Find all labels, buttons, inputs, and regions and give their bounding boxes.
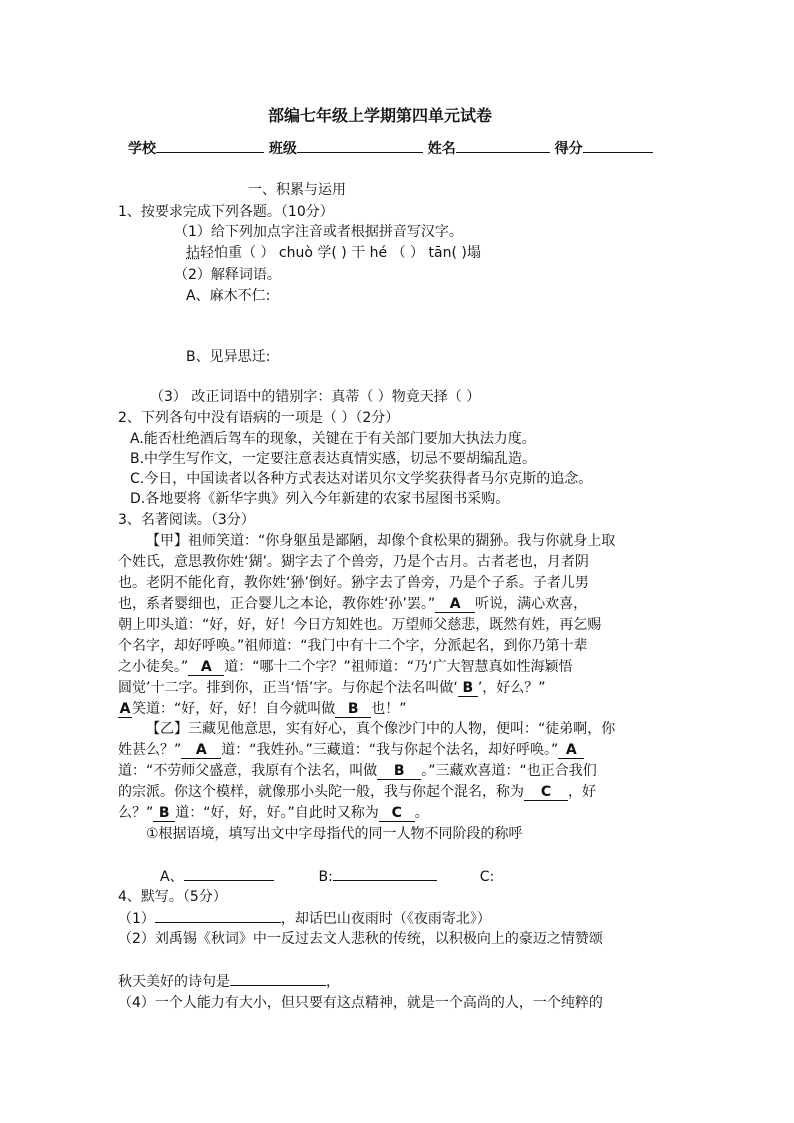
q4-line-4: （4）一个人能力有大小，但只要有这点精神，就是一个高尚的人，一个纯粹的 bbox=[118, 995, 603, 1011]
q2-option-b: B.中学生写作文，一定要注意表达真情实感，切忌不要胡编乱造。 bbox=[130, 451, 537, 467]
dictation-field-2[interactable] bbox=[230, 971, 326, 986]
q3-task: ①根据语境，填写出文中字母指代的同一人物不同阶段的称呼 bbox=[146, 826, 523, 842]
q3-answer-line: A、 B: C: bbox=[160, 866, 494, 887]
q2-heading: 2、下列各句中没有语病的一项是（ ）（2分） bbox=[118, 410, 400, 426]
passage-jia-line: 朝上叩头道：“好，好，好！今日方知姓也。万望师父慈悲，既然有姓，再乞赐 bbox=[118, 617, 602, 633]
q1-part1: （1）给下列加点字注音或者根据拼音写汉字。 bbox=[174, 224, 463, 240]
passage-yi-line: 姓甚么？” A 道：“我姓孙。”三藏道：“我与你起个法名，却好呼唤。” A bbox=[118, 740, 584, 760]
passage-jia-line: 个姓氏，意思教你姓‘猢’。猢字去了个兽旁，乃是个古月。古者老也，月者阴 bbox=[118, 554, 589, 570]
q1-pinyin-items: 拈轻怕重（ ） chuò 学( ) 干 hé （ ） tān( )塌 bbox=[186, 245, 481, 261]
q3-heading: 3、名著阅读。（3分） bbox=[118, 512, 255, 528]
score-label: 得分 bbox=[554, 141, 583, 157]
passage-jia-line: 也，系者婴细也，正合婴儿之本论，教你姓‘孙’罢。” A 听说，满心欢喜， bbox=[118, 596, 588, 612]
mark-a: A bbox=[119, 701, 131, 717]
school-label: 学校 bbox=[128, 141, 156, 157]
dictation-field-1[interactable] bbox=[155, 908, 281, 923]
passage-jia-line: 也。老阴不能化育，教你姓‘狲’倒好。狲字去了兽旁，乃是个子系。子者儿男 bbox=[118, 575, 589, 591]
score-field[interactable] bbox=[583, 138, 653, 153]
mark-b: B bbox=[377, 763, 421, 780]
passage-yi-line: 道：“不劳师父盛意，我原有个法名，叫做 B 。”三藏欢喜道：“也正合我们 bbox=[118, 763, 597, 779]
mark-a: A bbox=[558, 742, 584, 759]
q1-term-a: A、麻木不仁: bbox=[186, 288, 271, 304]
passage-yi-line: 么？” B 道：“好，好，好。”自此时又称为 C 。 bbox=[118, 805, 429, 821]
passage-jia-line: 之小徒矣。” A 道：“哪十二个字？”祖师道：“乃‘广大智慧真如性海颖悟 bbox=[118, 659, 573, 675]
q2-option-c: C.今日，中国读者以各种方式表达对诺贝尔文学奖获得者马尔克斯的追念。 bbox=[130, 471, 593, 487]
class-label: 班级 bbox=[268, 141, 297, 157]
q1-part3: （3） 改正词语中的错别字：真蒂（ ）物竟天择（ ） bbox=[150, 389, 481, 405]
passage-yi-line: 的宗派。你这个模样，就像那小头陀一般，我与你起个混名，称为 C ，好 bbox=[118, 784, 596, 800]
mark-c: C bbox=[524, 784, 568, 801]
mark-a: A bbox=[181, 742, 221, 759]
name-label: 姓名 bbox=[427, 141, 456, 157]
dotted-char: 拈 bbox=[186, 245, 200, 261]
mark-a: A bbox=[435, 596, 475, 613]
name-field[interactable] bbox=[456, 138, 550, 153]
passage-jia-line: 个名字，却好呼唤。”祖师道：“我门中有十二个字，分派起名，到你乃第十辈 bbox=[118, 638, 588, 654]
school-field[interactable] bbox=[156, 138, 264, 153]
section-heading: 一、积累与运用 bbox=[248, 182, 346, 198]
passage-jia-line: 圆觉’十二字。排到你，正当‘悟’字。与你起个法名叫做‘ B ’，好么？” bbox=[118, 680, 546, 696]
student-info-line bbox=[128, 138, 653, 159]
mark-b: B bbox=[153, 805, 175, 822]
q1-heading: 1、按要求完成下列各题。（10分） bbox=[118, 204, 334, 220]
q1-term-b: B、见异思迁: bbox=[186, 349, 271, 365]
q4-line-2: （2）刘禹锡《秋词》中一反过去文人悲秋的传统，以积极向上的豪迈之情赞颂 bbox=[118, 931, 603, 947]
q1-part2: （2）解释词语。 bbox=[174, 267, 281, 283]
q4-line-1: （1） ，却话巴山夜雨时（《夜雨寄北》） bbox=[118, 908, 491, 929]
q4-heading: 4、默写。（5分） bbox=[118, 889, 227, 905]
passage-yi-line: 【乙】三藏见他意思，实有好心，真个像沙门中的人物，便叫：“徒弟啊，你 bbox=[146, 721, 616, 737]
q2-option-a: A.能否杜绝酒后驾车的现象，关键在于有关部门要加大执法力度。 bbox=[130, 431, 536, 447]
class-field[interactable] bbox=[297, 138, 423, 153]
answer-a-field[interactable] bbox=[184, 866, 274, 881]
page-title: 部编七年级上学期第四单元试卷 bbox=[268, 106, 493, 125]
q4-line-3: 秋天美好的诗句是 ， bbox=[118, 971, 340, 992]
q2-option-d: D.各地要将《新华字典》列入今年新建的农家书屋图书采购。 bbox=[130, 491, 510, 507]
mark-b: B bbox=[458, 680, 478, 697]
passage-jia-line: 【甲】祖师笑道：“你身躯虽是鄙陋，却像个食松果的猢狲。我与你就身上取 bbox=[146, 533, 616, 549]
mark-b: B bbox=[335, 701, 371, 718]
answer-b-field[interactable] bbox=[333, 866, 437, 881]
mark-c: C bbox=[379, 805, 415, 822]
mark-a: A bbox=[188, 659, 224, 676]
passage-jia-line: A 笑道：“好，好，好！自今就叫做 B 也！” bbox=[119, 701, 407, 717]
